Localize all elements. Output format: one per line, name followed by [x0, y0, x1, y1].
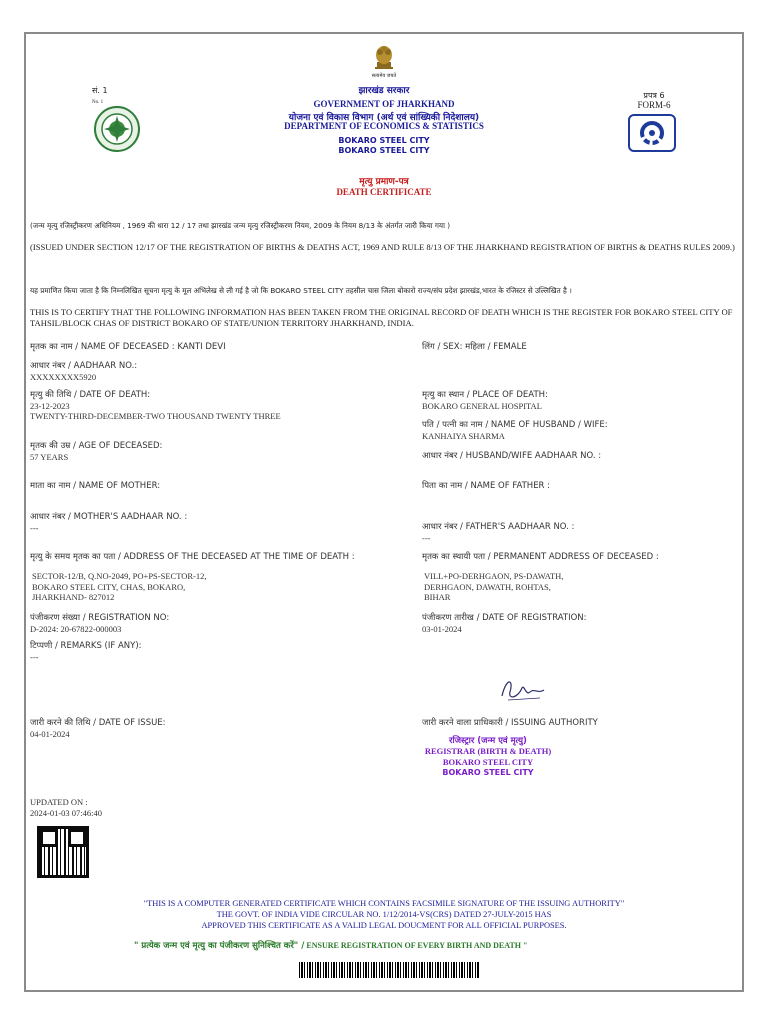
- certify-english: THIS IS TO CERTIFY THAT THE FOLLOWING INFORMATION HAS BEEN TAKEN FROM THE ORIGINAL RECORD OF DEATH WHICH IS THE REGISTER FOR BOKARO STEEL CITY OF TAHSIL/BLOCK CHAS OF DISTRICT BOKARO OF STATE/UNION TERRITORY JHARKHAND, INDIA.: [30, 307, 733, 328]
- permanent-address-line: VILL+PO-DERHGAON, PS-DAWATH,: [424, 571, 564, 581]
- remarks-value: ---: [30, 651, 39, 662]
- department-english: DEPARTMENT OF ECONOMICS & STATISTICS: [284, 121, 484, 131]
- form-number-hindi: प्रपत्र 6: [643, 91, 665, 100]
- registration-number-value: D-2024: 20-67822-000003: [30, 623, 122, 634]
- qr-code-icon: [37, 826, 89, 878]
- state-name-hindi: झारखंड सरकार: [358, 86, 410, 96]
- emblem-caption: सत्यमेव जयते: [371, 73, 397, 79]
- father-aadhaar-value: ---: [422, 532, 431, 543]
- issued-under-english: (ISSUED UNDER SECTION 12/17 OF THE REGISTRATION OF BIRTHS & DEATHS ACT, 1969 AND RULE 8/13 OF THE JHARKHAND REGISTRATION OF BIRTHS & DEATHS RULES 2009.): [30, 242, 735, 252]
- date-of-death-value: 23-12-2023: [30, 400, 70, 411]
- address-line: JHARKHAND- 827012: [32, 592, 115, 602]
- date-of-death-words: TWENTY-THIRD-DECEMBER-TWO THOUSAND TWENTY THREE: [30, 411, 281, 421]
- sex-field: लिंग / SEX: महिला / FEMALE: [422, 342, 527, 352]
- serial-label: सं. 1: [92, 86, 108, 95]
- page-title: DEATH CERTIFICATE: [336, 187, 432, 197]
- registrar-hindi: रजिस्ट्रार (जन्म एवं मृत्यु): [449, 736, 527, 746]
- updated-on-value: 2024-01-03 07:46:40: [30, 807, 103, 818]
- mother-aadhaar-value: ---: [30, 522, 39, 533]
- updated-on: UPDATED ON : 2024-01-03 07:46:40: [30, 797, 103, 818]
- place-of-death-field: मृत्यु का स्थान / PLACE OF DEATH: BOKARO GENERAL HOSPITAL: [422, 390, 548, 411]
- deceased-name: मृतक का नाम / NAME OF DECEASED : KANTI DEVI: [30, 342, 226, 352]
- registration-number-field: पंजीकरण संख्या / REGISTRATION NO: D-2024: 20-67822-000003: [30, 613, 170, 634]
- address-line: BOKARO STEEL CITY, CHAS, BOKARO,: [32, 581, 186, 592]
- registration-date-field: पंजीकरण तारीख / DATE OF REGISTRATION: 03-01-2024: [422, 613, 587, 634]
- address-label: मृत्यु के समय मृतक का पता / ADDRESS OF THE DECEASED AT THE TIME OF DEATH :: [30, 552, 355, 562]
- form-number: FORM-6: [637, 100, 671, 110]
- barcode-icon: [299, 962, 479, 978]
- registrar-english: REGISTRAR (BIRTH & DEATH): [424, 746, 552, 756]
- age-field: मृतक की उम्र / AGE OF DECEASED: 57 YEARS: [30, 441, 163, 462]
- slogan: [134, 940, 654, 951]
- address-block: [32, 571, 207, 603]
- spouse-aadhaar-field: आधार नंबर / HUSBAND/WIFE AADHAAR NO. :: [422, 451, 602, 461]
- footer-line-2: THE GOVT. OF INDIA VIDE CIRCULAR NO. 1/12/2014-VS(CRS) DATED 27-JULY-2015 HAS: [216, 910, 552, 919]
- address-line: SECTOR-12/B, Q.NO-2049, PO+PS-SECTOR-12,: [32, 571, 207, 581]
- government-name: GOVERNMENT OF JHARKHAND: [313, 99, 455, 109]
- certify-hindi: यह प्रमाणित किया जाता है कि निम्नलिखित सूचना मृत्यु के मूल अभिलेख से ली गई है जो कि BOKARO STEEL CITY तहसील चास जिला बोकारो राज्य/संघ प्रदेश झारखंड,भारत के रजिस्टर से उल्लिखित है ।: [30, 286, 572, 295]
- registrar-city-1: BOKARO STEEL CITY: [442, 757, 534, 767]
- aadhaar-value: XXXXXXXX5920: [30, 371, 97, 382]
- slogan-english: ENSURE REGISTRATION OF EVERY BIRTH AND DEATH ": [306, 941, 528, 950]
- date-of-death-field: मृत्यु की तिथि / DATE OF DEATH: 23-12-2023 TWENTY-THIRD-DECEMBER-TWO THOUSAND TWENTY THREE: [30, 390, 281, 421]
- father-name-field: पिता का नाम / NAME OF FATHER :: [422, 481, 551, 491]
- crs-logo-icon: [628, 114, 676, 152]
- department-hindi: योजना एवं विकास विभाग (अर्थ एवं सांख्यिकी निदेशालय): [288, 113, 480, 123]
- permanent-address-line: DERHGAON, DAWATH, ROHTAS,: [424, 581, 551, 592]
- place-of-death-value: BOKARO GENERAL HOSPITAL: [422, 400, 542, 411]
- serial-number: [92, 86, 108, 108]
- issued-under-hindi: (जन्म मृत्यु रजिस्ट्रीकरण अधिनियम , 1969 की धारा 12 / 17 तथा झारखंड जन्म मृत्यु रजिस्ट्रीकरण नियम, 2009 के नियम 8/13 के अंतर्गत जारी किया गया ): [30, 221, 451, 230]
- date-of-issue-field: जारी करने की तिथि / DATE OF ISSUE: 04-01-2024: [30, 718, 166, 739]
- mother-name-field: माता का नाम / NAME OF MOTHER:: [30, 481, 161, 491]
- date-of-issue-value: 04-01-2024: [30, 728, 70, 739]
- permanent-address-block: [424, 571, 563, 603]
- authority-signature: [496, 674, 550, 704]
- spouse-name-value: KANHAIYA SHARMA: [422, 430, 505, 441]
- serial-sub: No. 1: [92, 100, 104, 105]
- national-emblem-icon: [371, 42, 397, 72]
- footer-line-3: APPROVED THIS CERTIFICATE AS A VALID LEGAL DOUCMENT FOR ALL OFFICIAL PURPOSES.: [201, 921, 567, 930]
- issuing-authority-label: जारी करने वाला प्राधिकारी / ISSUING AUTHORITY: [422, 718, 598, 728]
- permanent-address-line: BIHAR: [424, 592, 451, 602]
- footer-line-1: "THIS IS A COMPUTER GENERATED CERTIFICATE WHICH CONTAINS FACSIMILE SIGNATURE OF THE ISSUING AUTHORITY": [143, 899, 625, 908]
- spouse-name-field: पति / पत्नी का नाम / NAME OF HUSBAND / WIFE: KANHAIYA SHARMA: [422, 420, 608, 441]
- father-aadhaar-field: आधार नंबर / FATHER'S AADHAAR NO. : ---: [422, 522, 575, 543]
- city-line-1: BOKARO STEEL CITY: [338, 136, 430, 145]
- mother-aadhaar-field: आधार नंबर / MOTHER'S AADHAAR NO. : ---: [30, 512, 188, 533]
- aadhaar-field: आधार नंबर / AADHAAR NO.: XXXXXXXX5920: [30, 361, 138, 382]
- age-value: 57 YEARS: [30, 451, 69, 462]
- title-hindi: मृत्यु प्रमाण-पत्र: [359, 177, 409, 187]
- registration-date-value: 03-01-2024: [422, 623, 462, 634]
- remarks-field: टिप्पणी / REMARKS (IF ANY): ---: [30, 641, 142, 662]
- jharkhand-seal-icon: [94, 106, 140, 152]
- slogan-hindi: " प्रत्येक जन्म एवं मृत्यु का पंजीकरण सुनिश्चित करें" /: [134, 941, 305, 951]
- permanent-address-label: मृतक का स्थायी पता / PERMANENT ADDRESS OF DECEASED :: [422, 552, 659, 562]
- registrar-city-2: BOKARO STEEL CITY: [442, 768, 534, 777]
- city-line-2: BOKARO STEEL CITY: [338, 146, 430, 155]
